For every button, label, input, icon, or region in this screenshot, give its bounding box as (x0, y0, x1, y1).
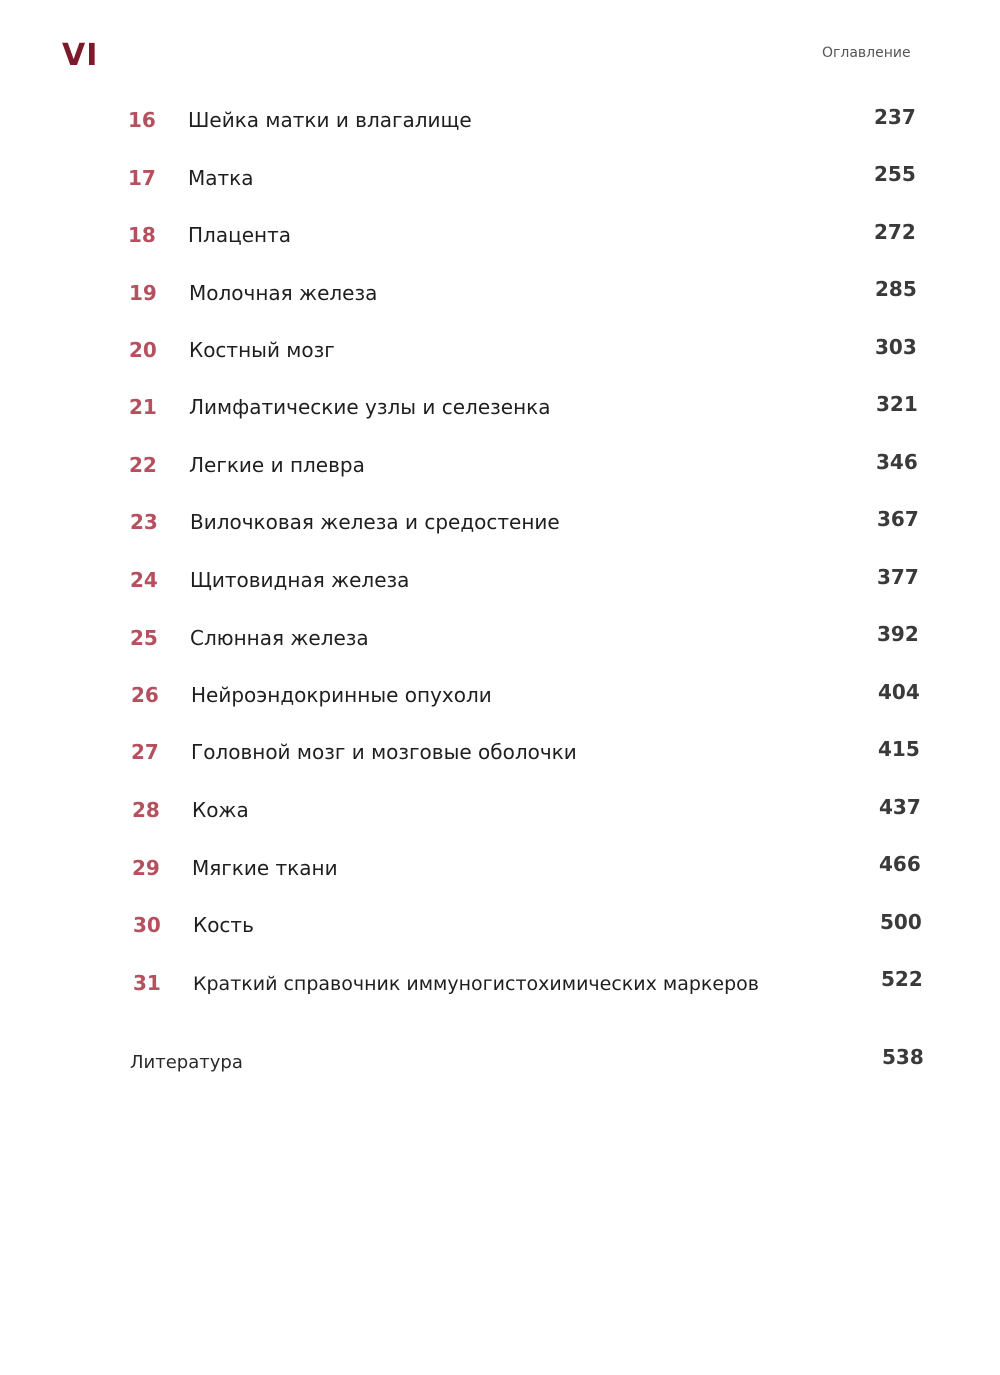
toc-entry[interactable] (130, 626, 369, 656)
chapter-title: Краткий справочник иммуногистохимических маркеров (193, 973, 759, 995)
toc-entry[interactable] (133, 913, 254, 943)
toc-entry[interactable] (128, 108, 472, 138)
page-number: 346 (876, 450, 918, 474)
chapter-number: 19 (129, 281, 157, 305)
chapter-number: 22 (129, 453, 157, 477)
chapter-number: 30 (133, 913, 161, 937)
chapter-title: Костный мозг (189, 338, 335, 362)
toc-entry[interactable] (130, 510, 560, 540)
page-number: 237 (874, 105, 916, 129)
chapter-title: Вилочковая железа и средостение (190, 510, 560, 534)
page-number: 522 (881, 967, 923, 991)
toc-entry[interactable] (128, 166, 254, 196)
chapter-number: 20 (129, 338, 157, 362)
toc-entry[interactable] (129, 281, 377, 311)
page-number: 367 (877, 507, 919, 531)
page-number: 255 (874, 162, 916, 186)
page-number: 404 (878, 680, 920, 704)
chapter-number: 31 (133, 971, 161, 995)
chapter-number: 26 (131, 683, 159, 707)
toc-entry[interactable] (131, 683, 492, 713)
chapter-title: Головной мозг и мозговые оболочки (191, 740, 577, 764)
page-number: 466 (879, 852, 921, 876)
chapter-number: 18 (128, 223, 156, 247)
toc-entry[interactable] (129, 395, 550, 425)
chapter-title: Щитовидная железа (190, 568, 410, 592)
chapter-title: Мягкие ткани (192, 856, 338, 880)
chapter-title: Легкие и плевра (189, 453, 365, 477)
toc-entry[interactable] (133, 971, 759, 1001)
chapter-title: Шейка матки и влагалище (188, 108, 472, 132)
chapter-title: Молочная железа (189, 281, 378, 305)
page-number: 321 (876, 392, 918, 416)
toc-entry[interactable] (132, 856, 338, 886)
running-head: Оглавление (822, 45, 911, 61)
page-number: 415 (878, 737, 920, 761)
literature-page-number: 538 (882, 1045, 924, 1069)
toc-entry[interactable] (129, 338, 335, 368)
chapter-title: Плацента (188, 223, 291, 247)
page-number: 377 (877, 565, 919, 589)
page-number: 437 (879, 795, 921, 819)
toc-entry[interactable] (131, 740, 577, 770)
chapter-number: 21 (129, 395, 157, 419)
section-roman-numeral: VI (62, 38, 99, 73)
page-number: 392 (877, 622, 919, 646)
chapter-title: Слюнная железа (190, 626, 369, 650)
page-number: 285 (875, 277, 917, 301)
chapter-number: 16 (128, 108, 156, 132)
chapter-title: Лимфатические узлы и селезенка (189, 395, 551, 419)
chapter-title: Кость (193, 913, 254, 937)
page-number: 272 (874, 220, 916, 244)
chapter-number: 25 (130, 626, 158, 650)
toc-entry[interactable] (128, 223, 291, 253)
chapter-title: Матка (188, 166, 254, 190)
chapter-number: 23 (130, 510, 158, 534)
page-number: 500 (880, 910, 922, 934)
chapter-number: 28 (132, 798, 160, 822)
chapter-number: 24 (130, 568, 158, 592)
chapter-number: 29 (132, 856, 160, 880)
literature-title[interactable]: Литература (130, 1052, 243, 1073)
page-number: 303 (875, 335, 917, 359)
toc-entry[interactable] (129, 453, 365, 483)
chapter-title: Нейроэндокринные опухоли (191, 683, 492, 707)
chapter-title: Кожа (192, 798, 249, 822)
toc-entry[interactable] (130, 568, 409, 598)
toc-entry[interactable] (132, 798, 249, 828)
chapter-number: 27 (131, 740, 159, 764)
chapter-number: 17 (128, 166, 156, 190)
